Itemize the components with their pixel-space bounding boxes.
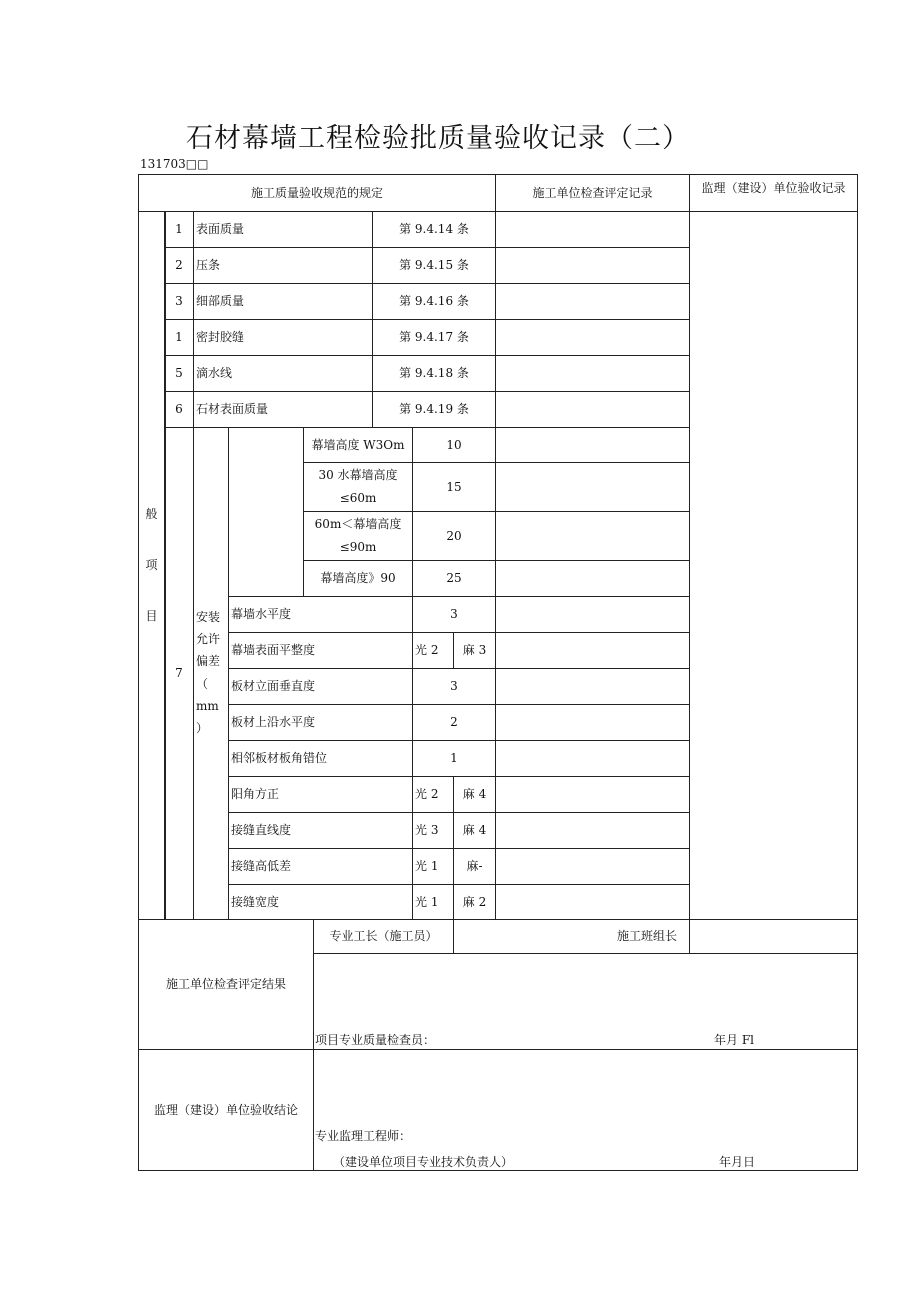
item-number: 3: [164, 283, 194, 320]
height-condition: 幕墙高度》90: [303, 560, 413, 597]
item-number: 2: [164, 247, 194, 284]
item-number: 5: [164, 355, 194, 392]
height-group-label: [228, 427, 304, 597]
contractor-record-cell: [495, 740, 690, 777]
deviation-tolerance-rough: 麻 4: [453, 776, 496, 813]
supervisor-record-cell: [689, 211, 858, 920]
item-clause: 第 9.4.18 条: [372, 355, 496, 392]
deviation-item-name: 接缝高低差: [228, 848, 413, 885]
supervisor-result-label: 监理（建设）单位验收结论: [138, 1049, 314, 1171]
item-7-label-line: （: [196, 676, 209, 691]
contractor-record-cell: [495, 391, 690, 428]
contractor-record-cell: [495, 884, 690, 920]
height-condition: 30 水幕墙高度≤60m: [303, 462, 413, 512]
general-items-char: 般: [145, 507, 158, 522]
deviation-item-name: 幕墙表面平整度: [228, 632, 413, 669]
item-7-label-line: 允许: [196, 632, 221, 647]
item-number: 1: [164, 319, 194, 356]
deviation-item-name: 阳角方正: [228, 776, 413, 813]
item-7-label-line: mm: [196, 698, 219, 713]
general-items-char: 目: [145, 608, 158, 623]
contractor-record-cell: [495, 247, 690, 284]
item-7-label: [193, 427, 229, 920]
deviation-tolerance-polished: 光 1: [412, 848, 454, 885]
contractor-record-cell: [495, 848, 690, 885]
team-leader-label: 施工班组长: [453, 919, 690, 954]
deviation-tolerance-rough: 麻 2: [453, 884, 496, 920]
item-name: 表面质量: [193, 211, 373, 248]
foreman-label: 专业工长（施工员）: [313, 919, 454, 954]
deviation-tolerance-polished: 光 1: [412, 884, 454, 920]
team-leader-signature: [689, 919, 858, 954]
deviation-item-name: 板材立面垂直度: [228, 668, 413, 705]
height-condition: 60m＜幕墙高度≤90m: [303, 511, 413, 561]
item-clause: 第 9.4.14 条: [372, 211, 496, 248]
general-items-char: 项: [145, 558, 158, 573]
deviation-item-name: 幕墙水平度: [228, 596, 413, 633]
deviation-tolerance-rough: 麻 3: [453, 632, 496, 669]
deviation-item-name: 相邻板材板角错位: [228, 740, 413, 777]
date-label-2: 年月日: [719, 1155, 756, 1169]
deviation-tolerance: 3: [412, 596, 496, 633]
date-label-1: 年月 Fl: [714, 1033, 754, 1047]
height-tolerance: 20: [412, 511, 496, 561]
deviation-item-name: 板材上沿水平度: [228, 704, 413, 741]
contractor-record-cell: [495, 632, 690, 669]
item-7-label-line: 安装: [196, 610, 221, 624]
deviation-tolerance-polished: 光 3: [412, 812, 454, 849]
contractor-record-cell: [495, 704, 690, 741]
item-name: 细部质量: [193, 283, 373, 320]
deviation-tolerance: 3: [412, 668, 496, 705]
owner-rep-label: （建设单位项目专业技术负责人）: [333, 1155, 514, 1169]
inspector-label: 项目专业质量检查员：: [315, 1033, 436, 1047]
contractor-result-label: 施工单位检查评定结果: [138, 919, 314, 1050]
height-tolerance: 15: [412, 462, 496, 512]
header-supervisor-record: 监理（建设）单位验收记录: [689, 174, 858, 212]
form-code: 131703□□: [140, 157, 209, 171]
height-condition: 幕墙高度 W3Om: [303, 427, 413, 463]
contractor-record-cell: [495, 462, 690, 512]
deviation-tolerance: 2: [412, 704, 496, 741]
item-clause: 第 9.4.19 条: [372, 391, 496, 428]
contractor-record-cell: [495, 776, 690, 813]
contractor-record-cell: [495, 596, 690, 633]
deviation-tolerance-polished: 光 2: [412, 632, 454, 669]
deviation-item-name: 接缝宽度: [228, 884, 413, 920]
item-7-label-line: ）: [196, 720, 209, 735]
deviation-tolerance-polished: 光 2: [412, 776, 454, 813]
contractor-record-cell: [495, 511, 690, 561]
contractor-record-cell: [495, 427, 690, 463]
page-title: 石材幕墙工程检验批质量验收记录（二）: [186, 123, 690, 154]
contractor-record-cell: [495, 355, 690, 392]
item-number: 1: [164, 211, 194, 248]
item-7-number: 7: [164, 427, 194, 920]
deviation-tolerance-rough: 麻-: [453, 848, 496, 885]
contractor-record-cell: [495, 211, 690, 248]
height-tolerance: 25: [412, 560, 496, 597]
contractor-record-cell: [495, 319, 690, 356]
item-clause: 第 9.4.15 条: [372, 247, 496, 284]
contractor-record-cell: [495, 283, 690, 320]
deviation-item-name: 接缝直线度: [228, 812, 413, 849]
item-name: 密封胶缝: [193, 319, 373, 356]
general-items-label: [138, 211, 165, 920]
header-spec: 施工质量验收规范的规定: [138, 174, 496, 212]
contractor-record-cell: [495, 812, 690, 849]
item-clause: 第 9.4.17 条: [372, 319, 496, 356]
height-tolerance: 10: [412, 427, 496, 463]
item-7-label-line: 偏差: [196, 654, 221, 669]
deviation-tolerance: 1: [412, 740, 496, 777]
item-name: 石材表面质量: [193, 391, 373, 428]
item-name: 压条: [193, 247, 373, 284]
header-contractor-record: 施工单位检查评定记录: [495, 174, 690, 212]
contractor-record-cell: [495, 668, 690, 705]
engineer-label: 专业监理工程师：: [315, 1129, 412, 1143]
item-name: 滴水线: [193, 355, 373, 392]
item-clause: 第 9.4.16 条: [372, 283, 496, 320]
item-number: 6: [164, 391, 194, 428]
deviation-tolerance-rough: 麻 4: [453, 812, 496, 849]
contractor-record-cell: [495, 560, 690, 597]
